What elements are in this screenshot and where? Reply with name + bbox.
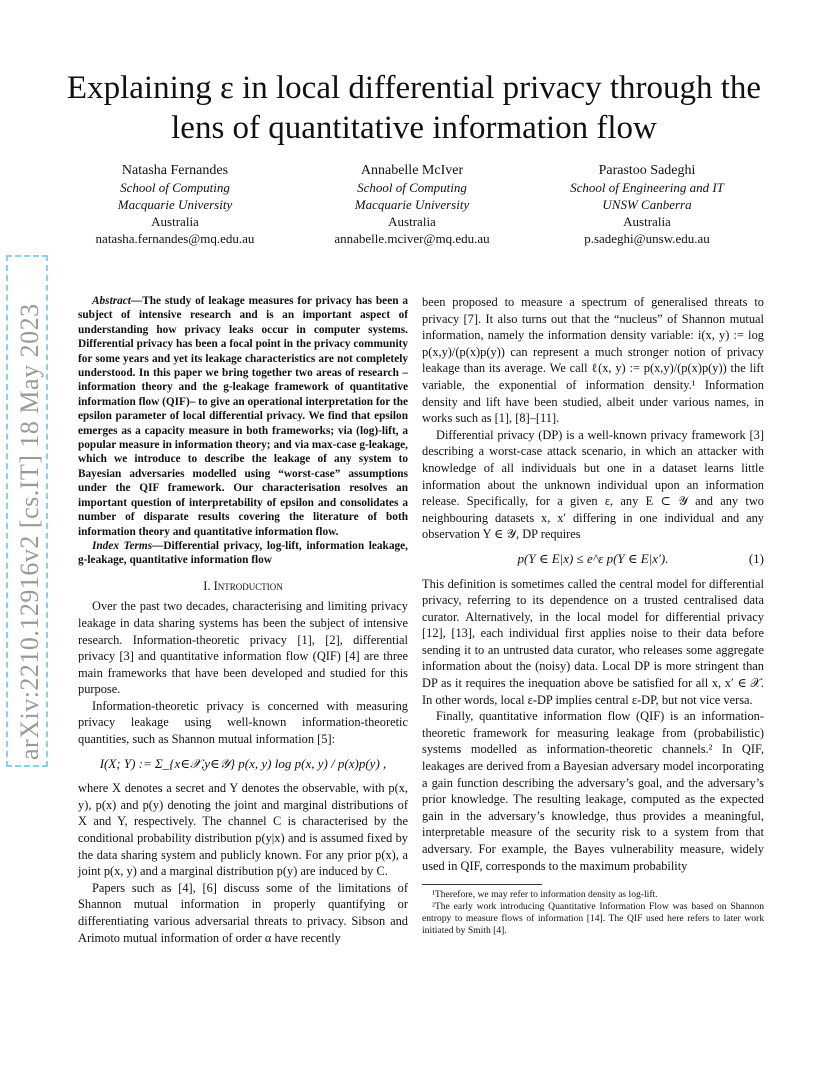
- paper-title: Explaining ε in local differential privacy through the lens of quantitative information flow: [66, 70, 762, 146]
- paragraph: Finally, quantitative information flow (QIF) is an information-theoretic framework for measuring leakage from (probabilistic) systems modelled as information-theoretic channels.² In QIF, leakages are derived from a Bayesian adversary model incorporating a gain function describing the adversary’s goal, and the adversary’s prior knowledge. The resulting leakage, computed as the expected gain in the adversary’s knowledge, thus provides a meaningful, interpretable measure of the security risk to a system from that adversary. For example, the Bayes vulnerability measure, widely used in QIF, corresponds to the maximum probability: [422, 709, 764, 873]
- author-1: [60, 162, 290, 247]
- abstract-label: Abstract: [92, 295, 131, 307]
- index-terms: [78, 539, 408, 568]
- author-country: Australia: [151, 214, 199, 229]
- paragraph: where X denotes a secret and Y denotes the observable, with p(x, y), p(x) and p(y) denoting the joint and marginal distributions of X and Y, respectively. The channel C is characterised by the conditional probability distribution p(y|x) and is assumed fixed by the data sharing system and publicly known. For any prior p(x), a joint p(x, y) and a marginal distribution p(y) are induced by C.: [78, 781, 408, 879]
- footnote-2: ²The early work introducing Quantitative Information Flow was based on Shannon entropy to measure flows of information [14]. The QIF used here refers to later work initiated by Smith [4].: [422, 901, 764, 937]
- equation-number: (1): [748, 550, 764, 566]
- index-terms-text: —Differential privacy, log-lift, information leakage, g-leakage, quantitative information flow: [78, 539, 408, 567]
- author-inst: UNSW Canberra: [602, 197, 692, 212]
- abstract: [78, 294, 408, 539]
- index-terms-label: Index Terms: [92, 539, 153, 552]
- paragraph: Differential privacy (DP) is a well-known privacy framework [3] describing a worst-case attack scenario, in which an attacker with knowledge of all individuals but one in a dataset learns little information about the unknown individual upon an information release. Specifically, for a given ε, any E ⊂ 𝒴 and any two neighbouring datasets x, x′ differing in one individual and any observation Y ∈ 𝒴, DP requires: [422, 427, 764, 542]
- section-heading: I. Introduction: [203, 578, 283, 593]
- paragraph: Information-theoretic privacy is concerned with measuring privacy leakage using well-known information-theoretic quantities, such as Shannon mutual information [5]:: [78, 698, 408, 747]
- author-country: Australia: [388, 214, 436, 229]
- author-dept: School of Computing: [120, 180, 230, 195]
- author-2: [297, 162, 527, 247]
- equation-text: I(X; Y) := Σ_{x∈𝒳,y∈𝒴} p(x, y) log p(x, y) / p(x)p(y) ,: [99, 755, 387, 771]
- paragraph: This definition is sometimes called the central model for differential privacy, referring to its dependence on a trusted centralised data curator. Alternatively, in the local model for differential privacy [12], [13], each individual first applies noise to their data before sending it to an untrusted data curator, who releases some aggregate information about the (noisy) data. Local DP is more stringent than DP as it requires the inequation above be satisfied for all x, x′ ∈ 𝒳. In other words, local ε-DP implies central ε-DP, but not vice versa.: [422, 576, 764, 707]
- arxiv-stamp[interactable]: arXiv:2210.12916v2 [cs.IT] 18 May 2023: [15, 303, 44, 760]
- author-email: p.sadeghi@unsw.edu.au: [584, 231, 710, 246]
- author-name: Natasha Fernandes: [121, 163, 229, 178]
- left-column: [78, 294, 408, 946]
- author-inst: Macquarie University: [117, 197, 233, 212]
- author-name: Parastoo Sadeghi: [598, 163, 696, 178]
- author-dept: School of Engineering and IT: [570, 180, 724, 195]
- equation-text: p(Y ∈ E|x) ≤ e^ε p(Y ∈ E|x′).: [517, 550, 669, 566]
- abstract-text: —The study of leakage measures for privacy has been a subject of intensive research and is an important aspect of understanding how privacy leaks occur in computer systems. Differential privacy has been a focal point in the privacy community for some years and yet its leakage characteristics are not completely understood. In this paper we bring together two areas of research –information theory and the g-leakage framework of quantitative information flow (QIF)– to give an operational interpretation for the epsilon parameter of local differential privacy. We find that epsilon emerges as a capacity measure in both frameworks; via (log)-lift, a popular measure in information theory; and via max-case g-leakage, which we introduce to describe the leakage of any system to Bayesian adversaries modelled using “worst-case” assumptions under the QIF framework. Our characterisation resolves an important question of interpretability of epsilon and consolidates a number of disparate results covering the literature of both information theory and quantitative information flow.: [78, 295, 408, 538]
- author-3: [532, 162, 762, 247]
- equation-dp: [422, 551, 764, 568]
- author-dept: School of Computing: [357, 180, 467, 195]
- author-email: natasha.fernandes@mq.edu.au: [95, 231, 255, 246]
- paragraph: Over the past two decades, characterising and limiting privacy leakage in data sharing systems has been the subject of intensive research. Information-theoretic privacy [1], [2], differential privacy [3] and quantitative information flow (QIF) [4] are three main frameworks that have been developed and studied for this purpose.: [78, 599, 408, 697]
- paragraph: been proposed to measure a spectrum of generalised threats to privacy [7]. It also turns out that the “nucleus” of Shannon mutual information, namely the information density variable: i(x, y) := log p(x,y)/(p(x)p(y)) can represent a much stronger notion of privacy leakage than its average. We call ℓ(x, y) := p(x,y)/(p(x)p(y)) the lift variable, the exponential of information density.¹ Information density and lift have been studied, albeit under various names, in works such as [1], [8]–[11].: [422, 295, 764, 426]
- equation-mutual-information: [78, 756, 408, 773]
- author-email: annabelle.mciver@mq.edu.au: [334, 231, 490, 246]
- author-inst: Macquarie University: [354, 197, 470, 212]
- right-column: [422, 294, 764, 937]
- footnote-rule: [422, 884, 542, 885]
- paragraph: Papers such as [4], [6] discuss some of the limitations of Shannon mutual information in properly quantifying or differentiating various adversarial threats to privacy. Sibson and Arimoto mutual information of order α have recently: [78, 880, 408, 945]
- author-country: Australia: [623, 214, 671, 229]
- author-name: Annabelle McIver: [360, 163, 464, 178]
- footnote-1: ¹Therefore, we may refer to information density as log-lift.: [432, 889, 658, 901]
